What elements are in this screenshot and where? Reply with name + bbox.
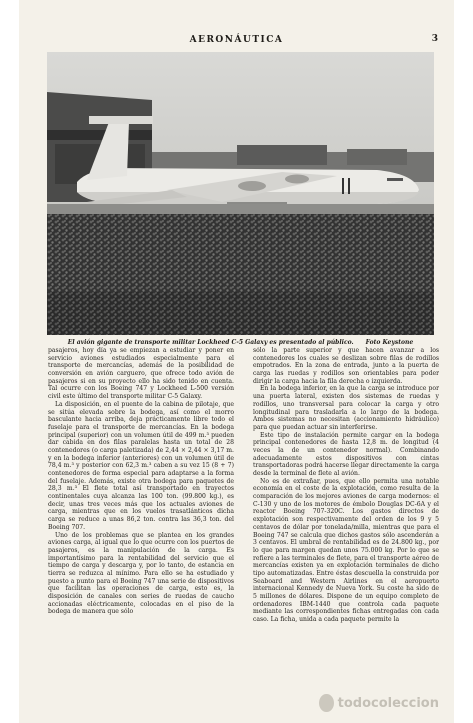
photo-caption bbox=[47, 339, 434, 346]
watermark-text: todocoleccion bbox=[337, 695, 439, 711]
paragraph: La disposición, en el puente de la cabina de pilotaje, que se sitúa elevada sobre la bodega, así como el morro basculante hacia arriba, deja prácticamente libre todo el fuselaje para el transporte de mercancías. En la bodega principal (superior) con un volumen útil de 499 m.³ pueden dar cabida en dos filas paralelas hasta un total de 28 contenedores (o carga paletizada) de 2,44 × 2,44 × 3,17 m. y en la bodega inferior (anteriores) con un volumen útil de 78,4 m.³ y posterior con 62,3 m.³ caben a su vez 15 (8 + 7) contenedores de forma especial para adaptarse a la forma del fuselaje. Además, existe otra bodega para paquetes de 28,3 m.³ El flete total así transportado en trayectos continentales cuya alcanza las 100 ton. (99.800 kg.), es decir, unas tres veces más que los actuales aviones de carga, mientras que en los vuelos trasatlánticos dicha carga se reduce a unas 86,2 ton. contra las 36,3 ton. del Boeing 707. bbox=[48, 400, 234, 531]
aircraft-crowd-photo bbox=[47, 52, 434, 335]
article-column-left bbox=[48, 347, 234, 695]
photo-credit: Foto Keystone bbox=[365, 339, 414, 346]
paragraph: No es de extrañar, pues, que ello permita una notable economía en el coste de la explotación, como resulta de la comparación de los mejores aviones de carga modernos: el C-130 y uno de los motores de émbolo Douglas DC-6A y el reactor Boeing 707-320C. Los gastos directos de explotación son respectivamente del orden de los 9 y 5 centavos de dólar por tonelada/milla, mientras que para el Boeing 747 se calcula que dichos gastos sólo ascenderán a 3 centavos. El umbral de rentabilidad es de 24.800 kg., por lo que para margen quedan unos 75.000 kg. Por lo que se refiere a las terminales de flete, para el transporte aéreo de mercancías existen ya en explotación terminales de dicho tipo automatizadas. Entre éstas descuella la construida por Seaboard and Western Airlines en el aeropuerto internacional Kennedy de Nueva York. Su coste ha sido de 5 millones de dólares. Dispone de un equipo completo de ordenadores IBM-1440 que controla cada paquete mediante las correspondientes fichas entregadas con cada caso. La ficha, unida a cada paquete permite la bbox=[253, 477, 439, 624]
page-number: 3 bbox=[431, 34, 438, 44]
paragraph: pasajeros, hoy día ya se empiezan a estudiar y poner en servicio aviones estudiados especialmente para el transporte de mercancías, además de la posibilidad de conversión en avión carguero, que ofrece todo avión de pasajeros si en su proyecto ello ha sido tenido en cuenta. Tal ocurre con los Boeing 747 y Lockheed L-500 versión civil este último del transporte militar C-5 Galaxy. bbox=[48, 347, 234, 401]
news-photo bbox=[47, 52, 434, 335]
paragraph: Este tipo de instalación permite cargar en la bodega principal contenedores de hasta 12,8 m. de longitud (4 veces la de un contenedor normal). Combinando adecuadamente estos dispositivos con cintas transportadoras podrá hacerse llegar directamente la carga desde la terminal de flete al avión. bbox=[253, 431, 439, 477]
running-header: AERONÁUTICA bbox=[189, 35, 284, 45]
watermark bbox=[319, 690, 439, 716]
paragraph: sólo la parte superior y que hacen avanzar a los contenedores los cuales se deslizan sobre filas de rodillos empotrados. En la zona de entrada, junto a la puerta de carga las ruedas y rodillos son orientables para poder dirigir la carga hacia la fila derecha o izquierda. bbox=[253, 347, 439, 385]
paragraph: Uno de los problemas que se plantea en los grandes aviones carga, al igual que lo que ocurre con los puertos de pasajeros, es la manipulación de la carga. Es importantísimo para la rentabilidad del servicio que el tiempo de carga y descarga y, por lo tanto, de estancia en tierra se reduzca al mínimo. Para ello se ha estudiado y puesto a punto para el Boeing 747 una serie de dispositivos que facilitan las operaciones de carga, esto es, la disposición de canales con series de ruedas de caucho accionadas eléctricamente, colocadas en el piso de la bodega de manera que sólo bbox=[48, 531, 234, 616]
caption-text: El avión gigante de transporte militar Lockheed C-5 Galaxy es presentado al público. bbox=[67, 339, 354, 346]
watermark-logo-icon bbox=[319, 694, 334, 712]
magazine-page bbox=[19, 0, 454, 723]
article-column-right bbox=[253, 347, 439, 695]
paragraph: En la bodega inferior, en la que la carga se introduce por una puerta lateral, existen dos sistemas de ruedas y rodillos, uno transversal para colocar la carga y otro longitudinal para trasladarla a lo largo de la bodega. Ambos sistemas no necesitan (accionamiento hidráulico) para que puedan actuar sin interferirse. bbox=[253, 385, 439, 431]
